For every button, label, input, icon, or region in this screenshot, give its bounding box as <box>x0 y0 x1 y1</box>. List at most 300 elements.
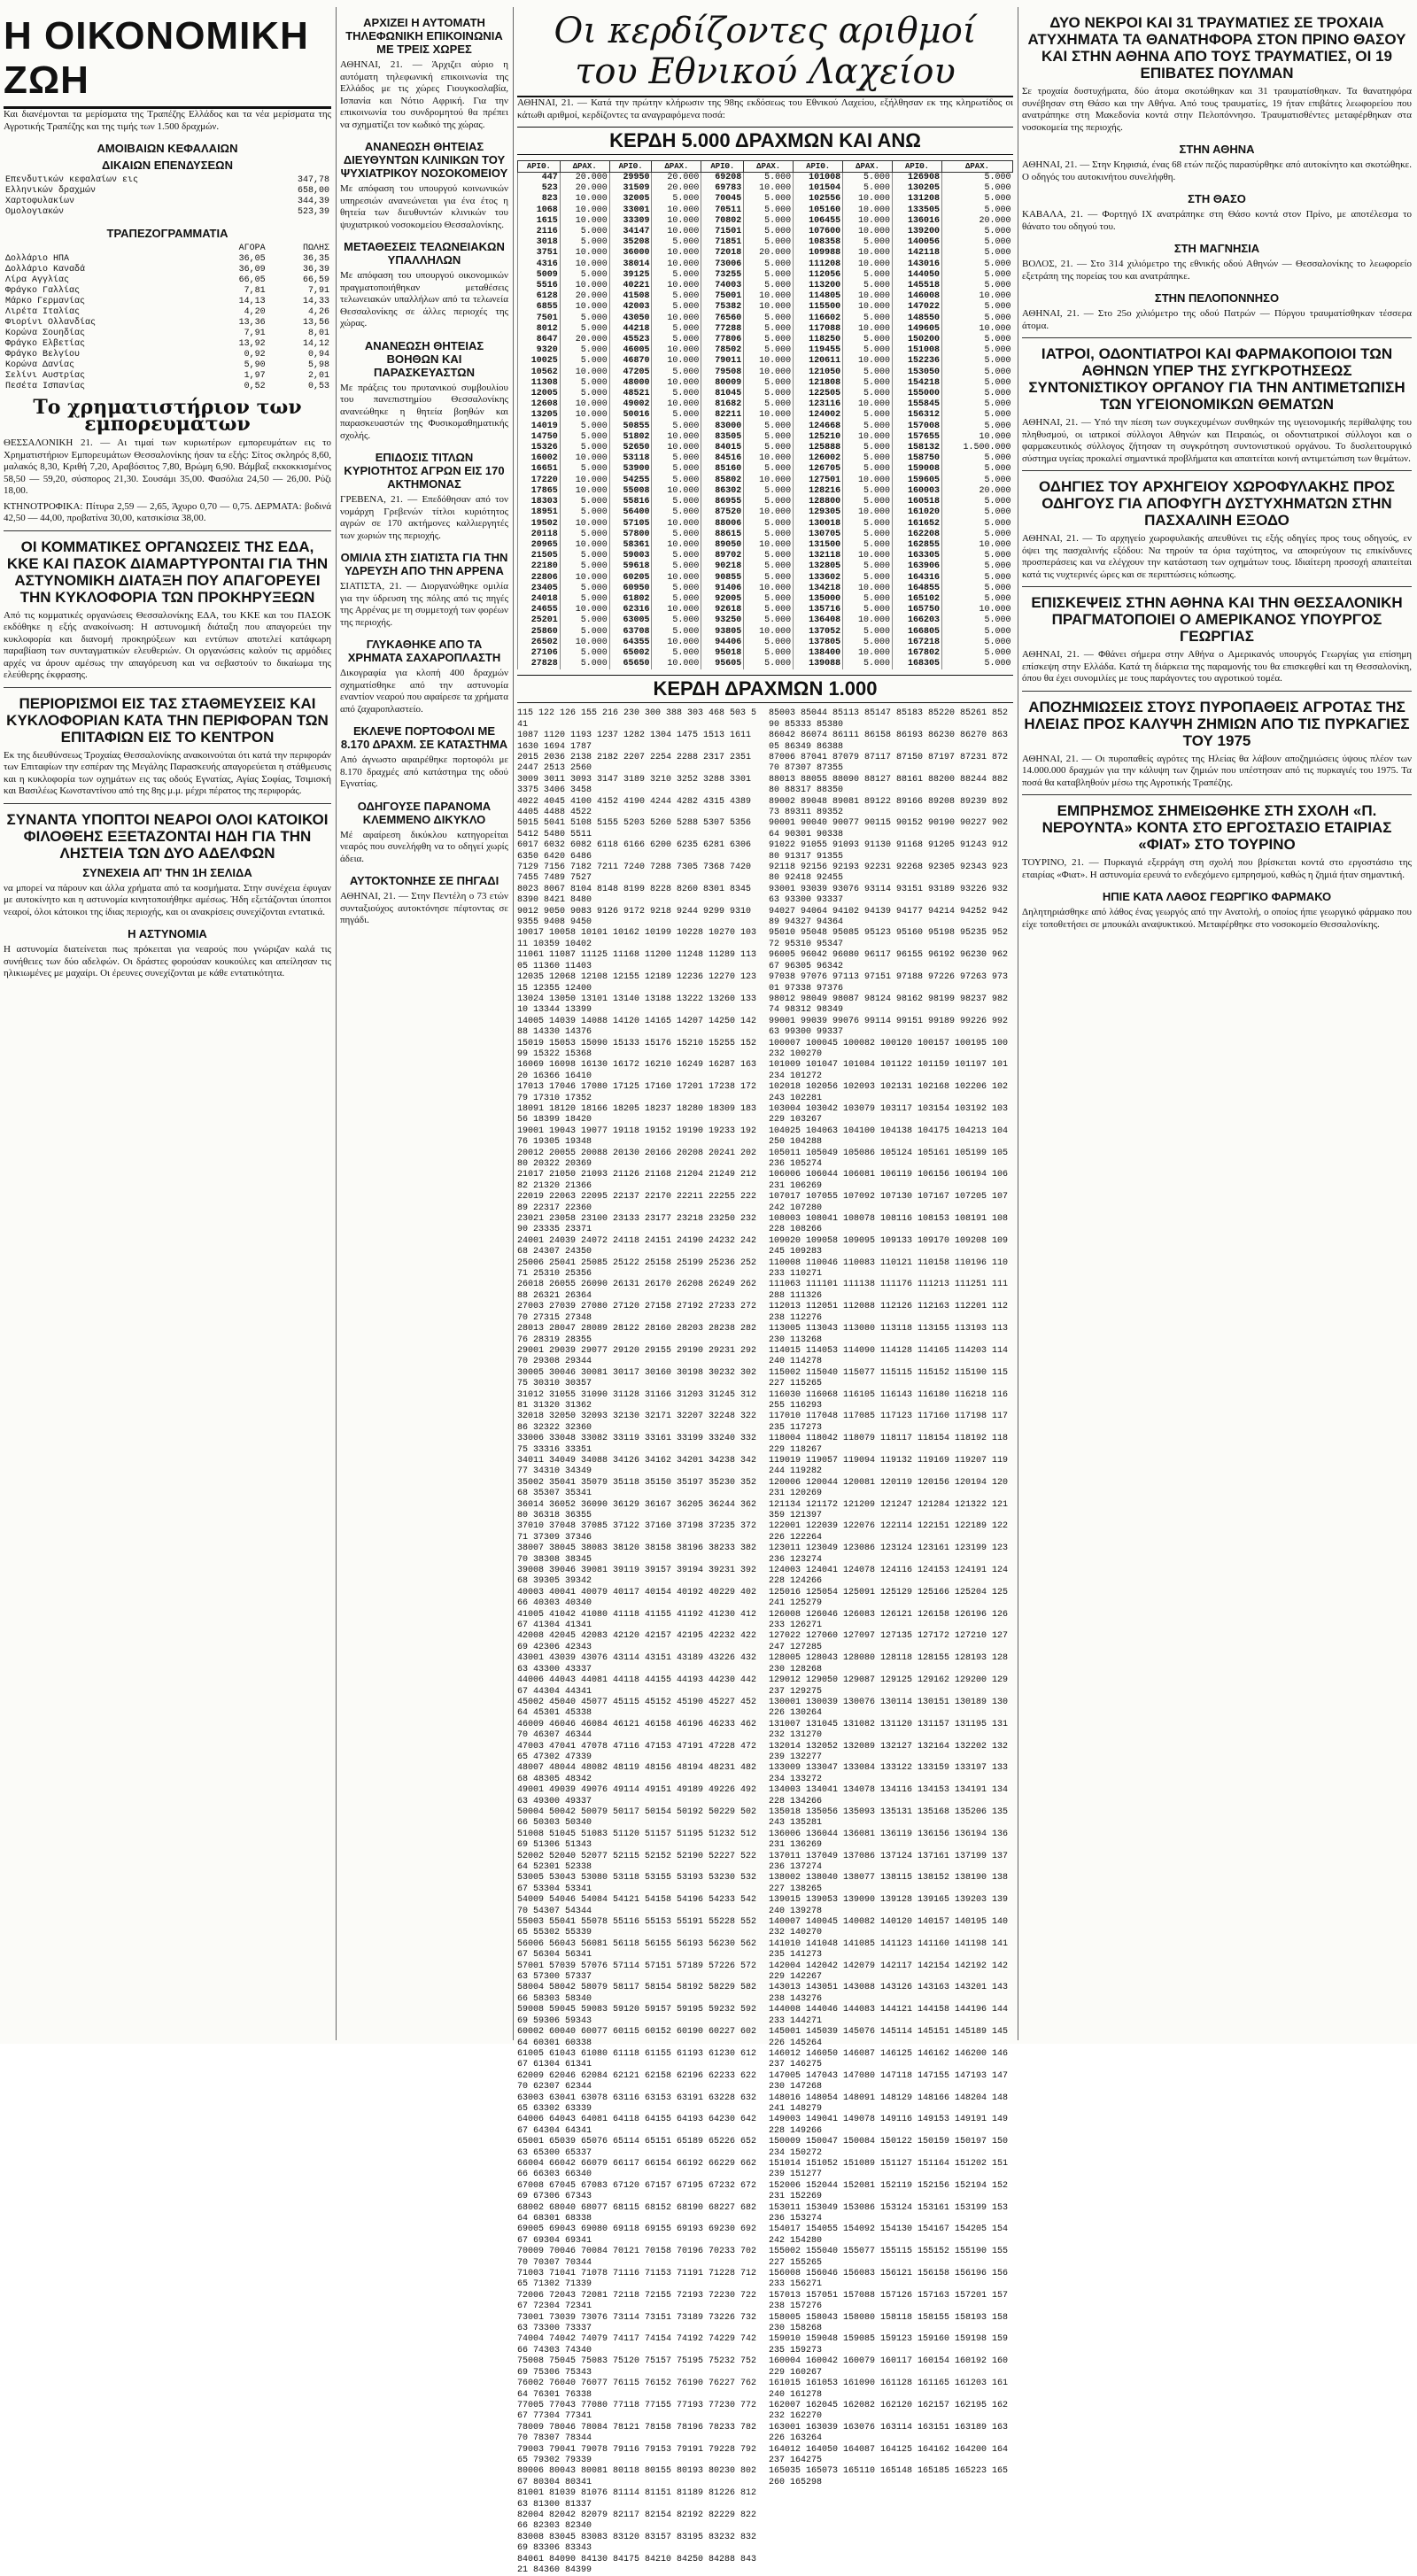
prize-amount: 5.000 <box>744 270 794 281</box>
ticket-number: 88006 <box>701 519 744 530</box>
k1000-line: 110008 110046 110083 110121 110158 110196 110233 110271 <box>769 1257 1009 1280</box>
k1000-line: 162007 162045 162082 162120 162157 162195 162232 162270 <box>769 2400 1009 2422</box>
ticket-number: 160518 <box>893 497 942 507</box>
lottery-row <box>518 399 1013 410</box>
k1000-line: 136006 136044 136081 136119 136156 136194 136231 136269 <box>769 1829 1009 1851</box>
prize-amount: 10.000 <box>652 313 701 324</box>
prize-amount: 5.000 <box>843 530 893 540</box>
lottery-col-header: ΔΡΑΧ. <box>560 161 609 173</box>
k1000-line: 4022 4045 4100 4152 4190 4244 4282 4315 4389 4405 4488 4522 <box>517 796 752 817</box>
k1000-line: 67008 67045 67083 67120 67157 67195 67232 67269 67306 67343 <box>517 2180 757 2202</box>
prize-amount: 5.000 <box>560 237 609 248</box>
prize-amount: 10.000 <box>744 627 794 638</box>
ticket-number: 162855 <box>893 540 942 551</box>
brief-body: Με απόφαση του υπουργού οικονομικών πραγματοποιήθηκαν μεταθέσεις τελωνειακών υπαλλήλων από τα τελωνεία Θεσσαλονίκης σε άλλες περιοχές της χώρας. <box>340 270 508 329</box>
divider <box>1022 691 1412 692</box>
prize-amount: 10.000 <box>843 194 893 205</box>
ticket-number: 36000 <box>609 248 652 259</box>
ticket-number: 145518 <box>893 281 942 291</box>
lottery-row <box>518 464 1013 475</box>
ticket-number: 78502 <box>701 345 744 356</box>
lottery-row <box>518 476 1013 486</box>
ticket-number: 56400 <box>609 507 652 518</box>
k1000-line: 87006 87041 87079 87117 87150 87197 87231 87270 87307 87355 <box>769 752 1009 774</box>
prize-amount: 5.000 <box>652 594 701 605</box>
ticket-number: 105160 <box>794 205 843 216</box>
sell-rate: 8,01 <box>307 329 329 338</box>
buy-rate: 36,09 <box>238 265 266 275</box>
k1000-line: 55003 55041 55078 55116 55153 55191 55228 55265 55302 55339 <box>517 1917 757 1938</box>
prize-amount: 10.000 <box>942 324 1013 335</box>
prize-amount: 5.000 <box>744 335 794 345</box>
youth-subhead: ΣΥΝΕΧΕΙΑ ΑΠ' ΤΗΝ 1Η ΣΕΛΙΔΑ <box>82 865 252 879</box>
ticket-number: 155000 <box>893 389 942 399</box>
brief-headline: ΕΠΙΔΟΣΙΣ ΤΙΤΛΩΝ ΚΥΡΙΟΤΗΤΟΣ ΑΓΡΩΝ ΕΙΣ 170 ΑΚΤΗΜΟΝΑΣ <box>344 451 505 491</box>
k1000-line: 124003 124041 124078 124116 124153 124191 124228 124266 <box>769 1566 1009 1587</box>
prize-amount: 5.000 <box>942 627 1013 638</box>
prize-amount: 5.000 <box>843 638 893 648</box>
prize-amount: 10.000 <box>560 281 609 291</box>
prize-amount: 5.000 <box>942 345 1013 356</box>
prize-amount: 5.000 <box>744 659 794 669</box>
currency-name: Πεσέτα Ισπανίας <box>5 382 86 391</box>
prize-amount: 5.000 <box>843 367 893 378</box>
k1000-line: 142004 142042 142079 142117 142154 142192 142229 142267 <box>769 1961 1009 1983</box>
ticket-number: 93250 <box>701 615 744 626</box>
police-subhead: Η ΑΣΤΥΝΟΜΙΑ <box>128 927 207 940</box>
ticket-number: 7501 <box>518 313 561 324</box>
prize-amount: 5.000 <box>652 507 701 518</box>
prize-amount: 5.000 <box>652 584 701 594</box>
ticket-number: 128216 <box>794 486 843 497</box>
lottery-row <box>518 584 1013 594</box>
ticket-number: 132805 <box>794 561 843 572</box>
k1000-line: 78009 78046 78084 78121 78158 78196 78233 78270 78307 78344 <box>517 2422 757 2444</box>
k1000-line: 40003 40041 40079 40117 40154 40192 40229 40266 40303 40340 <box>517 1587 757 1609</box>
ticket-number: 17865 <box>518 486 561 497</box>
ticket-number: 130705 <box>794 530 843 540</box>
k1000-line: 85003 85044 85113 85147 85183 85220 85261 85290 85333 85380 <box>769 708 1009 730</box>
prize-amount: 5.000 <box>744 345 794 356</box>
k1000-line: 45002 45040 45077 45115 45152 45190 45227 45264 45301 45338 <box>517 1697 757 1719</box>
commodities-title: Το χρηματιστήριον των εμπορευμάτων <box>33 396 302 436</box>
k1000-list-left <box>517 708 762 2576</box>
lottery-row <box>518 281 1013 291</box>
prize-amount: 5.000 <box>744 615 794 626</box>
ticket-number: 75382 <box>701 302 744 313</box>
lottery-col-header: ΔΡΑΧ. <box>652 161 701 173</box>
ticket-number: 6128 <box>518 291 561 302</box>
ticket-number: 34147 <box>609 227 652 237</box>
ticket-number: 154218 <box>893 378 942 389</box>
police-body: Η αστυνομία διατείνεται πως πρόκειται για νεαρούς που γνώριζαν καλά τις συνήθειες των δύο αδελφών. Οι δράστες φορούσαν κουκούλες και απείλησαν τις ηλικιωμένες με μαχαίρι. Οι έρευνες συνεχίζονται με κάθε εντατικότητα. <box>4 944 331 979</box>
prize-amount: 10.000 <box>843 324 893 335</box>
prize-amount: 10.000 <box>843 291 893 302</box>
lottery-row <box>518 324 1013 335</box>
lottery-row <box>518 248 1013 259</box>
k1000-line: 16069 16098 16130 16172 16210 16249 16287 16320 16366 16410 <box>517 1060 757 1081</box>
funds-row <box>4 186 331 197</box>
prize-amount: 5.000 <box>560 659 609 669</box>
k1000-line: 137011 137049 137086 137124 137161 137199 137236 137274 <box>769 1851 1009 1872</box>
ticket-number: 125210 <box>794 432 843 443</box>
ticket-number: 447 <box>518 173 561 184</box>
prize-amount: 5.000 <box>942 259 1013 270</box>
prize-amount: 10.000 <box>560 410 609 421</box>
prize-amount: 5.000 <box>652 648 701 659</box>
k1000-line: 117010 117048 117085 117123 117160 117198 117235 117273 <box>769 1412 1009 1433</box>
lottery-row <box>518 561 1013 572</box>
k1000-line: 143013 143051 143088 143126 143163 143201 143238 143276 <box>769 1983 1009 2004</box>
k1000-line: 118004 118042 118079 118117 118154 118192 118229 118267 <box>769 1434 1009 1455</box>
k1000-line: 96005 96042 96080 96117 96155 96192 96230 96267 96305 96342 <box>769 950 1009 971</box>
sell-rate: 36,39 <box>302 265 329 275</box>
sell-rate: 36,35 <box>302 254 329 264</box>
prize-amount: 5.000 <box>843 561 893 572</box>
lottery-column <box>517 7 1013 2575</box>
prize-amount: 5.000 <box>744 648 794 659</box>
k1000-line: 82004 82042 82079 82117 82154 82192 82229 82266 82303 82340 <box>517 2510 757 2532</box>
currency-name: Σελίνι Αυστρίας <box>5 371 86 381</box>
lottery-row <box>518 237 1013 248</box>
ticket-number: 86302 <box>701 486 744 497</box>
prize-amount: 5.000 <box>942 356 1013 367</box>
prize-amount: 5.000 <box>652 551 701 561</box>
k1000-line: 72006 72043 72081 72118 72155 72193 72230 72267 72304 72341 <box>517 2290 757 2312</box>
prize-amount: 5.000 <box>843 659 893 669</box>
parties-headline: ΟΙ ΚΟΜΜΑΤΙΚΕΣ ΟΡΓΑΝΩΣΕΙΣ ΤΗΣ ΕΔΑ, ΚΚΕ ΚΑΙ ΠΑΣΟΚ ΔΙΑΜΑΡΤΥΡΟΝΤΑΙ ΓΙΑ ΤΗΝ ΑΣΤΥΝΟΜΙΚΗ ΔΙΑΤΑΞΗ ΠΟΥ ΑΠΑΓΟΡΕΥΕΙ ΤΗΝ ΚΥΚΛΟΦΟΡΙΑ ΤΩΝ ΠΡΟΚΗΡΥΞΕΩΝ <box>6 538 329 606</box>
funds-subtitle: ΔΙΚΑΙΩΝ ΕΠΕΝΔΥΣΕΩΝ <box>101 159 233 172</box>
us-minister-headline: ΕΠΙΣΚΕΨΕΙΣ ΣΤΗΝ ΑΘΗΝΑ ΚΑΙ ΤΗΝ ΘΕΣΣΑΛΟΝΙΚΗ ΠΡΑΓΜΑΤΟΠΟΙΕΙ Ο ΑΜΕΡΙΚΑΝΟΣ ΥΠΟΥΡΓΟΣ ΓΕΩΡΓΙΑΣ <box>1031 594 1403 645</box>
prize-amount: 10.000 <box>843 205 893 216</box>
prize-amount: 5.000 <box>652 194 701 205</box>
ticket-number: 165102 <box>893 594 942 605</box>
ticket-number: 46005 <box>609 345 652 356</box>
k1000-line: 115 122 126 155 216 230 300 388 303 468 503 541 <box>517 708 757 730</box>
traffic-body: Εκ της διευθύνσεως Τροχαίας Θεσσαλονίκης ανακοινούται ότι κατά την περιφοράν των Επιταφίων την εσπέραν της Μεγάλης Παρασκευής απαγορεύεται η στάθμευσις και η κυκλοφορία των οχημάτων εις τας οδούς Εγνατίας, Αγίας Σοφίας, Τσιμισκή και Βασιλέως Κωνσταντίνου από της 8ης μ.μ. μέχρι πέρατος της περιφοράς. <box>4 749 331 796</box>
ticket-number: 133505 <box>893 205 942 216</box>
prize-amount: 5.000 <box>560 356 609 367</box>
k1000-line: 131007 131045 131082 131120 131157 131195 131232 131270 <box>769 1719 1009 1741</box>
prize-amount: 10.000 <box>843 584 893 594</box>
ticket-number: 74003 <box>701 281 744 291</box>
accidents-body: Σε τροχαία δυστυχήματα, δύο άτομα σκοτώθηκαν και 31 τραυματίσθηκαν. Τα θανατηφόρα συνέβησαν στη Θάσο και την Αθήνα. Από τους τραυματίες, 19 ήταν επιβάτες λεωφορείου που ανατράπηκε στη Μακεδονία κοντά στην Πελοπόννησο. Τραυματισθέντες μεταφέρθηκαν στα νοσοκομεία της περιοχής. <box>1022 86 1412 133</box>
ticket-number: 152236 <box>893 356 942 367</box>
ticket-number: 16002 <box>518 453 561 464</box>
lottery-row <box>518 270 1013 281</box>
prize-amount: 10.000 <box>652 378 701 389</box>
prize-amount: 5.000 <box>843 313 893 324</box>
k1000-line: 79003 79041 79078 79116 79153 79191 79228 79265 79302 79339 <box>517 2444 757 2465</box>
prize-band-5000: ΚΕΡΔΗ 5.000 ΔΡΑΧΜΩΝ ΚΑΙ ΑΝΩ <box>517 127 1013 155</box>
k1000-line: 61005 61043 61080 61118 61155 61193 61230 61267 61304 61341 <box>517 2048 757 2070</box>
ticket-number: 75001 <box>701 291 744 302</box>
ticket-number: 159008 <box>893 464 942 475</box>
ticket-number: 44218 <box>609 324 652 335</box>
banknote-row <box>4 254 331 265</box>
brief-body: ΑΘΗΝΑΙ, 21. — Άρχιζει αύριο η αυτόματη τηλεφωνική επικοινωνία της Ελλάδος με τις χώρες Γιουγκοσλαβία, Ισπανία και Νότιο Αφρική. Για την επικοινωνία του συνδρομητού θα πρέπει να σχηματίζει τον κωδικό της χώρας. <box>340 59 508 130</box>
k1000-line: 66004 66042 66079 66117 66154 66192 66229 66266 66303 66340 <box>517 2158 757 2180</box>
prize-amount: 10.000 <box>744 183 794 194</box>
prize-amount: 10.000 <box>843 302 893 313</box>
banknote-row <box>4 286 331 297</box>
k1000-line: 58004 58042 58079 58117 58154 58192 58229 58266 58303 58340 <box>517 1983 757 2004</box>
k1000-line: 98012 98049 98087 98124 98162 98199 98237 98274 98312 98349 <box>769 994 1009 1016</box>
lottery-row <box>518 443 1013 453</box>
lottery-row <box>518 194 1013 205</box>
k1000-line: 163001 163039 163076 163114 163151 163189 163226 163264 <box>769 2422 1009 2444</box>
k1000-line: 36014 36052 36090 36129 36167 36205 36244 36280 36318 36355 <box>517 1499 757 1520</box>
prize-amount: 5.000 <box>652 453 701 464</box>
prize-amount: 5.000 <box>942 270 1013 281</box>
ticket-number: 79011 <box>701 356 744 367</box>
brief-body: Με πράξεις του πρυτανικού συμβουλίου του πανεπιστημίου Θεσσαλονίκης ανανεώθηκε η θητεία βοηθών και παρασκευαστών της Φυσικομαθηματικής σχολής. <box>340 382 508 441</box>
ticket-number: 129305 <box>794 507 843 518</box>
prize-amount: 10.000 <box>843 507 893 518</box>
ticket-number: 59618 <box>609 561 652 572</box>
prize-amount: 5.000 <box>942 335 1013 345</box>
buy-rate: 13,36 <box>238 318 266 328</box>
ticket-number: 155845 <box>893 399 942 410</box>
prize-amount: 5.000 <box>744 205 794 216</box>
prize-amount: 10.000 <box>744 302 794 313</box>
ticket-number: 86955 <box>701 497 744 507</box>
prize-amount: 5.000 <box>744 216 794 227</box>
k1000-line: 83008 83045 83083 83120 83157 83195 83232 83269 83306 83343 <box>517 2532 757 2554</box>
prize-amount: 10.000 <box>843 432 893 443</box>
k1000-line: 54009 54046 54084 54121 54158 54196 54233 54270 54307 54344 <box>517 1895 757 1916</box>
prize-amount: 10.000 <box>560 573 609 584</box>
lottery-row <box>518 378 1013 389</box>
lottery-row <box>518 367 1013 378</box>
k1000-line: 97038 97076 97113 97151 97188 97226 97263 97301 97338 97376 <box>769 972 1009 994</box>
ticket-number: 101504 <box>794 183 843 194</box>
k1000-line: 90001 90040 90077 90115 90152 90190 90227 90264 90301 90338 <box>769 818 1009 839</box>
ticket-number: 122505 <box>794 389 843 399</box>
k1000-line: 100007 100045 100082 100120 100157 100195 100232 100270 <box>769 1038 1009 1059</box>
ticket-number: 133602 <box>794 573 843 584</box>
buy-rate: 36,05 <box>238 254 266 264</box>
lottery-col-header: ΑΡΙΘ. <box>893 161 942 173</box>
ticket-number: 16651 <box>518 464 561 475</box>
prize-amount: 5.000 <box>560 432 609 443</box>
prize-amount: 5.000 <box>744 638 794 648</box>
economy-intro: Και διανέμονται τα μερίσματα της Τραπέζης Ελλάδος και τα νέα μερίσματα της Αγροτικής Τραπέζης και της τιμής των 1.500 δραχμών. <box>4 109 331 132</box>
prize-amount: 5.000 <box>560 378 609 389</box>
prize-amount: 5.000 <box>652 627 701 638</box>
k1000-line: 33006 33048 33082 33119 33161 33199 33240 33275 33316 33351 <box>517 1434 757 1455</box>
lottery-row <box>518 605 1013 615</box>
k1000-line: 18091 18120 18166 18205 18237 18280 18309 18356 18399 18420 <box>517 1103 757 1126</box>
ticket-number: 115500 <box>794 302 843 313</box>
lottery-row <box>518 432 1013 443</box>
funds-row <box>4 207 331 218</box>
ticket-number: 130205 <box>893 183 942 194</box>
prize-amount: 5.000 <box>942 378 1013 389</box>
k1000-line: 127022 127060 127097 127135 127172 127210 127247 127285 <box>769 1631 1009 1652</box>
ticket-number: 161652 <box>893 519 942 530</box>
poison-body: Δηλητηριάσθηκε από λάθος ένας γεωργός από την Ανατολή, ο οποίος ήπιε γεωργικό φάρμακο που είχε τοποθετήσει σε μπουκάλι αναψυκτικού. Μεταφέρθηκε στο νοσοκομείο Θεσσαλονίκης. <box>1022 907 1412 930</box>
prize-amount: 5.000 <box>942 551 1013 561</box>
prize-amount: 5.000 <box>843 497 893 507</box>
fire-headline: ΕΜΠΡΗΣΜΟΣ ΣΗΜΕΙΩΘΗΚΕ ΣΤΗ ΣΧΟΛΗ «Π. ΝΕΡΟΥΝΤΑ» ΚΟΝΤΑ ΣΤΟ ΕΡΓΟΣΤΑΣΙΟ ΕΤΑΙΡΙΑΣ «ΦΙΑΤ» ΣΤΟ ΤΟΥΡΙΝΟ <box>1041 802 1392 853</box>
divider <box>1022 586 1412 587</box>
lottery-row <box>518 551 1013 561</box>
prize-amount: 5.000 <box>744 605 794 615</box>
brief-headline: ΑΡΧΙΖΕΙ Η ΑΥΤΟΜΑΤΗ ΤΗΛΕΦΩΝΙΚΗ ΕΠΙΚΟΙΝΩΝΙΑ ΜΕ ΤΡΕΙΣ ΧΩΡΕΣ <box>345 16 503 56</box>
prize-amount: 10.000 <box>744 410 794 421</box>
sub-magnesia: ΣΤΗ ΜΑΓΝΗΣΙΑ <box>1173 242 1260 255</box>
k1000-line: 140007 140045 140082 140120 140157 140195 140232 140270 <box>769 1917 1009 1938</box>
ticket-number: 168305 <box>893 659 942 669</box>
banknote-row <box>4 329 331 339</box>
currency-name: Δολλάριο Καναδά <box>5 265 86 275</box>
prize-amount: 5.000 <box>942 594 1013 605</box>
ticket-number: 69208 <box>701 173 744 184</box>
ticket-number: 8012 <box>518 324 561 335</box>
prize-amount: 5.000 <box>942 227 1013 237</box>
ticket-number: 87520 <box>701 507 744 518</box>
prize-amount: 20.000 <box>560 173 609 184</box>
ticket-number: 48521 <box>609 389 652 399</box>
divider <box>4 687 331 688</box>
prize-amount: 5.000 <box>942 367 1013 378</box>
ticket-number: 148550 <box>893 313 942 324</box>
brief-body: ΑΘΗΝΑΙ, 21. — Στην Πεντέλη ο 73 ετών συνταξιούχος αυτοκτόνησε πέφτοντας σε πηγάδι. <box>340 891 508 925</box>
lottery-row <box>518 356 1013 367</box>
ticket-number: 3751 <box>518 248 561 259</box>
prize-amount: 10.000 <box>843 551 893 561</box>
k1000-line: 102018 102056 102093 102131 102168 102206 102243 102281 <box>769 1082 1009 1103</box>
k1000-line: 63003 63041 63078 63116 63153 63191 63228 63265 63302 63339 <box>517 2093 757 2114</box>
prize-amount: 5.000 <box>744 194 794 205</box>
lottery-col-header: ΔΡΑΧ. <box>942 161 1013 173</box>
lottery-row <box>518 335 1013 345</box>
ticket-number: 61802 <box>609 594 652 605</box>
prize-amount: 5.000 <box>843 335 893 345</box>
prize-amount: 10.000 <box>843 356 893 367</box>
ticket-number: 89702 <box>701 551 744 561</box>
k1000-line: 46009 46046 46084 46121 46158 46196 46233 46270 46307 46344 <box>517 1719 757 1741</box>
ticket-number: 59003 <box>609 551 652 561</box>
prize-amount: 5.000 <box>744 486 794 497</box>
prize-amount: 5.000 <box>744 464 794 475</box>
police-guidance-body: ΑΘΗΝΑΙ, 21. — Το αρχηγείο χωροφυλακής απευθύνει τις εξής οδηγίες προς τους οδηγούς, εν όψει της πασχαλινής εξόδου: Να τηρούν τα όρια ταχύτητος, να αποφεύγουν τις επικίνδυνες προσπεράσεις και να ελέγχουν την κατάσταση των οχημάτων τους. Ιδιαίτερη προσοχή απαιτείται κατά τις νυχτερινές ώρες και σε περιπτώσεις κόπωσης. <box>1022 533 1412 580</box>
funds-label: Ομολογιακών <box>5 207 65 217</box>
k1000-line: 13024 13050 13101 13140 13188 13222 13260 13310 13344 13399 <box>517 994 757 1016</box>
prize-amount: 5.000 <box>560 648 609 659</box>
banknote-row <box>4 318 331 329</box>
k1000-line: 11061 11087 11125 11168 11200 11248 11289 11305 11360 11403 <box>517 950 757 971</box>
ticket-number: 63005 <box>609 615 652 626</box>
lottery-row <box>518 205 1013 216</box>
k1000-list-right <box>769 708 1013 2576</box>
prize-amount: 10.000 <box>652 486 701 497</box>
lottery-row <box>518 227 1013 237</box>
sell-rate: 14,33 <box>302 297 329 306</box>
prize-amount: 10.000 <box>843 216 893 227</box>
currency-name: Κορώνα Σουηδίας <box>5 329 86 338</box>
prize-amount: 10.000 <box>560 205 609 216</box>
prize-amount: 1.500.000 <box>942 443 1013 453</box>
sell-rate: 14,12 <box>302 339 329 349</box>
ticket-number: 1068 <box>518 205 561 216</box>
ticket-number: 24655 <box>518 605 561 615</box>
ticket-number: 54255 <box>609 476 652 486</box>
funds-value: 344,39 <box>297 197 329 206</box>
lottery-row <box>518 638 1013 648</box>
ticket-number: 20118 <box>518 530 561 540</box>
ticket-number: 18303 <box>518 497 561 507</box>
prize-amount: 10.000 <box>942 291 1013 302</box>
k1000-line: 26018 26055 26090 26131 26170 26208 26249 26288 26321 26364 <box>517 1280 757 1301</box>
buy-rate: 7,81 <box>244 286 266 296</box>
brief-headline: ΑΝΑΝΕΩΣΗ ΘΗΤΕΙΑΣ ΔΙΕΥΘΥΝΤΩΝ ΚΛΙΝΙΚΩΝ ΤΟΥ ΨΥΧΙΑΤΡΙΚΟΥ ΝΟΣΟΚΟΜΕΙΟΥ <box>340 140 508 180</box>
lottery-row <box>518 291 1013 302</box>
k1000-line: 103004 103042 103079 103117 103154 103192 103229 103267 <box>769 1103 1009 1126</box>
sub-peloponnese: ΣΤΗΝ ΠΕΛΟΠΟΝΝΗΣΟ <box>1154 291 1280 305</box>
currency-name: Λιρέτα Ιταλίας <box>5 307 81 317</box>
prize-amount: 5.000 <box>942 464 1013 475</box>
k1000-line: 150009 150047 150084 150122 150159 150197 150234 150272 <box>769 2137 1009 2158</box>
k1000-line: 20012 20055 20088 20130 20166 20208 20241 20280 20322 20369 <box>517 1148 757 1169</box>
lottery-col-header: ΑΡΙΘ. <box>794 161 843 173</box>
funds-label: Επενδυτικών κεφαλαίων εις <box>5 175 139 185</box>
k1000-line: 56006 56043 56081 56118 56155 56193 56230 56267 56304 56341 <box>517 1938 757 1961</box>
ticket-number: 106455 <box>794 216 843 227</box>
lottery-row <box>518 615 1013 626</box>
sell-rate: 66,59 <box>302 275 329 285</box>
ticket-number: 50016 <box>609 410 652 421</box>
prize-amount: 5.000 <box>843 443 893 453</box>
prize-amount: 5.000 <box>560 464 609 475</box>
ticket-number: 53900 <box>609 464 652 475</box>
k1000-line: 24001 24039 24072 24118 24151 24190 24232 24268 24307 24350 <box>517 1235 757 1257</box>
k1000-line: 161015 161053 161090 161128 161165 161203 161240 161278 <box>769 2379 1009 2400</box>
k1000-line: 47003 47041 47078 47116 47153 47191 47228 47265 47302 47339 <box>517 1741 757 1762</box>
ticket-number: 131208 <box>893 194 942 205</box>
k1000-line: 104025 104063 104100 104138 104175 104213 104250 104288 <box>769 1126 1009 1148</box>
prize-amount: 20.000 <box>560 183 609 194</box>
brief-body: Δικογραφία για κλοπή 400 δραχμών σχηματίσθηκε από την αστυνομία εναντίον νεαρού που αφαίρεσε τα χρήματα από ζαχαροπλαστείο. <box>340 668 508 715</box>
k1000-line: 116030 116068 116105 116143 116180 116218 116255 116293 <box>769 1389 1009 1411</box>
compensation-headline: ΑΠΟΖΗΜΙΩΣΕΙΣ ΣΤΟΥΣ ΠΥΡΟΠΑΘΕΙΣ ΑΓΡΟΤΑΣ ΤΗΣ ΗΛΕΙΑΣ ΠΡΟΣ ΚΑΛΥΨΗ ΖΗΜΙΩΝ ΑΠΟ ΤΙΣ ΠΥΡΚΑΓΙΕΣ ΤΟΥ 1975 <box>1024 698 1410 749</box>
brief-body: ΣΙΑΤΙΣΤΑ, 21. — Διοργανώθηκε ομιλία για την ύδρευση της πόλης από τις πηγές της Αρρένας με τη συμμετοχή των φορέων της περιοχής. <box>340 581 508 628</box>
prize-amount: 5.000 <box>560 627 609 638</box>
k1000-line: 109020 109058 109095 109133 109170 109208 109245 109283 <box>769 1235 1009 1257</box>
ticket-number: 823 <box>518 194 561 205</box>
k1000-line: 50004 50042 50079 50117 50154 50192 50229 50266 50303 50340 <box>517 1806 757 1829</box>
ticket-number: 27106 <box>518 648 561 659</box>
ticket-number: 6855 <box>518 302 561 313</box>
ticket-number: 71501 <box>701 227 744 237</box>
prize-amount: 5.000 <box>744 378 794 389</box>
prize-amount: 5.000 <box>942 648 1013 659</box>
brief-headline: ΑΝΑΝΕΩΣΗ ΘΗΤΕΙΑΣ ΒΟΗΘΩΝ ΚΑΙ ΠΑΡΑΣΚΕΥΑΣΤΩΝ <box>364 338 484 379</box>
k1000-line: 101009 101047 101084 101122 101159 101197 101234 101272 <box>769 1060 1009 1081</box>
prize-amount: 10.000 <box>744 291 794 302</box>
prize-amount: 5.000 <box>843 627 893 638</box>
ticket-number: 126908 <box>893 173 942 184</box>
k1000-line: 27003 27039 27080 27120 27158 27192 27233 27270 27315 27348 <box>517 1302 757 1323</box>
lottery-title: Οι κερδίζοντες αριθμοί του Εθνικού Λαχείου <box>517 7 1013 97</box>
lottery-row <box>518 389 1013 399</box>
prize-amount: 10.000 <box>652 573 701 584</box>
k1000-line: 88013 88055 88090 88127 88161 88200 88244 88280 88317 88350 <box>769 774 1009 796</box>
ticket-number: 31509 <box>609 183 652 194</box>
ticket-number: 90855 <box>701 573 744 584</box>
k1000-line: 147005 147043 147080 147118 147155 147193 147230 147268 <box>769 2070 1009 2093</box>
